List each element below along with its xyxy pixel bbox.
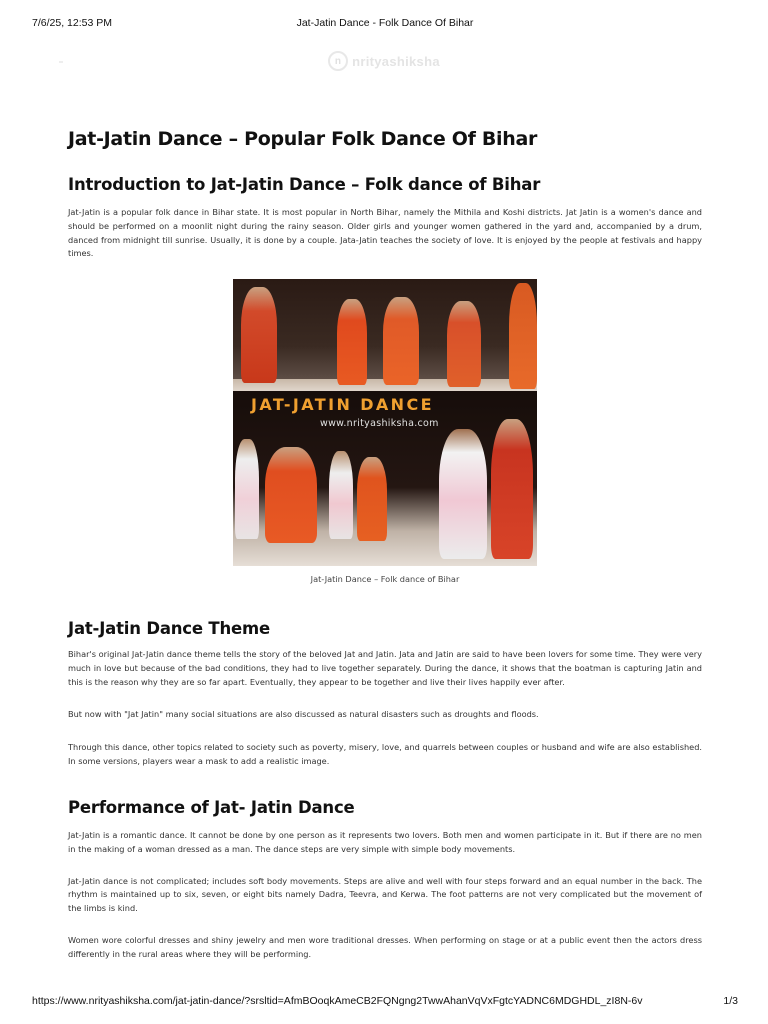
dancer-figure	[337, 299, 367, 385]
photo-banner-title: JAT-JATIN DANCE	[251, 395, 434, 415]
theme-paragraph-2: But now with "Jat Jatin" many social situations are also discussed as natural disasters such as droughts and floods.	[68, 708, 539, 719]
performance-paragraph-1: Jat-Jatin is a romantic dance. It cannot be done by one person as it represents two lovers. Both men and women participate in it. But if there are no men in the making of a woman dressed as a man. The dance steps are very simple with simple body movements.	[68, 829, 702, 854]
dancer-figure	[439, 429, 487, 559]
page-number: 1/3	[723, 995, 738, 1007]
figure-caption: Jat-Jatin Dance – Folk dance of Bihar	[310, 574, 460, 585]
article	[68, 126, 702, 962]
dancer-figure	[509, 283, 537, 389]
theme-heading: Jat-Jatin Dance Theme	[68, 619, 270, 639]
print-header	[32, 17, 738, 31]
dancer-figure	[447, 301, 481, 387]
dancer-figure	[235, 439, 259, 539]
dancer-figure	[329, 451, 353, 539]
theme-paragraph-1: Bihar's original Jat-Jatin dance theme tells the story of the beloved Jat and Jatin. Jata and Jatin are said to have been lovers for some time. They were very much in love but because of the bad conditions, they had to live together separately. During the dance, it shows that the boatman is capturing Jatin and this is the reason why they are so far apart. Eventually, they appear to be together and live their lives happily ever after.	[68, 649, 702, 687]
performance-paragraph-3: Women wore colorful dresses and shiny jewelry and men wore traditional dresses. When performing on stage or at a public event then the actors dress differently in the rural areas where they will be performing.	[68, 934, 702, 959]
dancer-figure	[265, 447, 317, 543]
performance-paragraph-2: Jat-Jatin dance is not complicated; includes soft body movements. Steps are alive and well with four steps forward and an equal number in the back. The rhythm is maintained up to six, seven, or eight bits namely Dadra, Teevra, and Kerwa. The foot patterns are not very complicated but the movement of the limbs is kind.	[68, 875, 702, 914]
photo-watermark-url: www.nrityashiksha.com	[320, 418, 439, 430]
dancer-figure	[383, 297, 419, 385]
dancer-figure	[241, 287, 277, 383]
site-logo[interactable]	[0, 51, 768, 71]
intro-heading: Introduction to Jat-Jatin Dance – Folk dance of Bihar	[68, 175, 541, 194]
logo-mark-icon: n	[328, 51, 348, 71]
intro-paragraph: Jat-Jatin is a popular folk dance in Bihar state. It is most popular in North Bihar, namely the Mithila and Koshi districts. Jat Jatin is a women's dance and should be performed on a moonlit night during the rainy season. Older girls and younger women gathered in the yard and, accompanied by a drum, danced from midnight till sunrise. Usually, it is done by a couple. Jata-Jatin teaches the society of love. It is enjoyed by the people at festivals and happy times.	[68, 207, 702, 259]
dancer-figure	[357, 457, 387, 541]
logo-text: nrityashiksha	[352, 53, 440, 69]
print-date: 7/6/25, 12:53 PM	[32, 17, 112, 29]
print-footer	[32, 995, 738, 1009]
print-url[interactable]: https://www.nrityashiksha.com/jat-jatin-dance/?srsltid=AfmBOoqkAmeCB2FQNgng2TwwAhanVqVxFgtcYADNC6MDGHDL_zI8N-6v	[32, 995, 643, 1007]
performance-heading: Performance of Jat- Jatin Dance	[68, 797, 355, 817]
print-page-title: Jat-Jatin Dance - Folk Dance Of Bihar	[296, 17, 474, 29]
theme-paragraph-3: Through this dance, other topics related to society such as poverty, misery, love, and quarrels between couples or husband and wife are also established. In some versions, players wear a mask to add a realistic image.	[68, 742, 702, 767]
article-title: Jat-Jatin Dance – Popular Folk Dance Of Bihar	[68, 128, 538, 150]
article-figure	[68, 279, 702, 584]
dance-photo	[233, 279, 537, 566]
dancer-figure	[491, 419, 533, 559]
